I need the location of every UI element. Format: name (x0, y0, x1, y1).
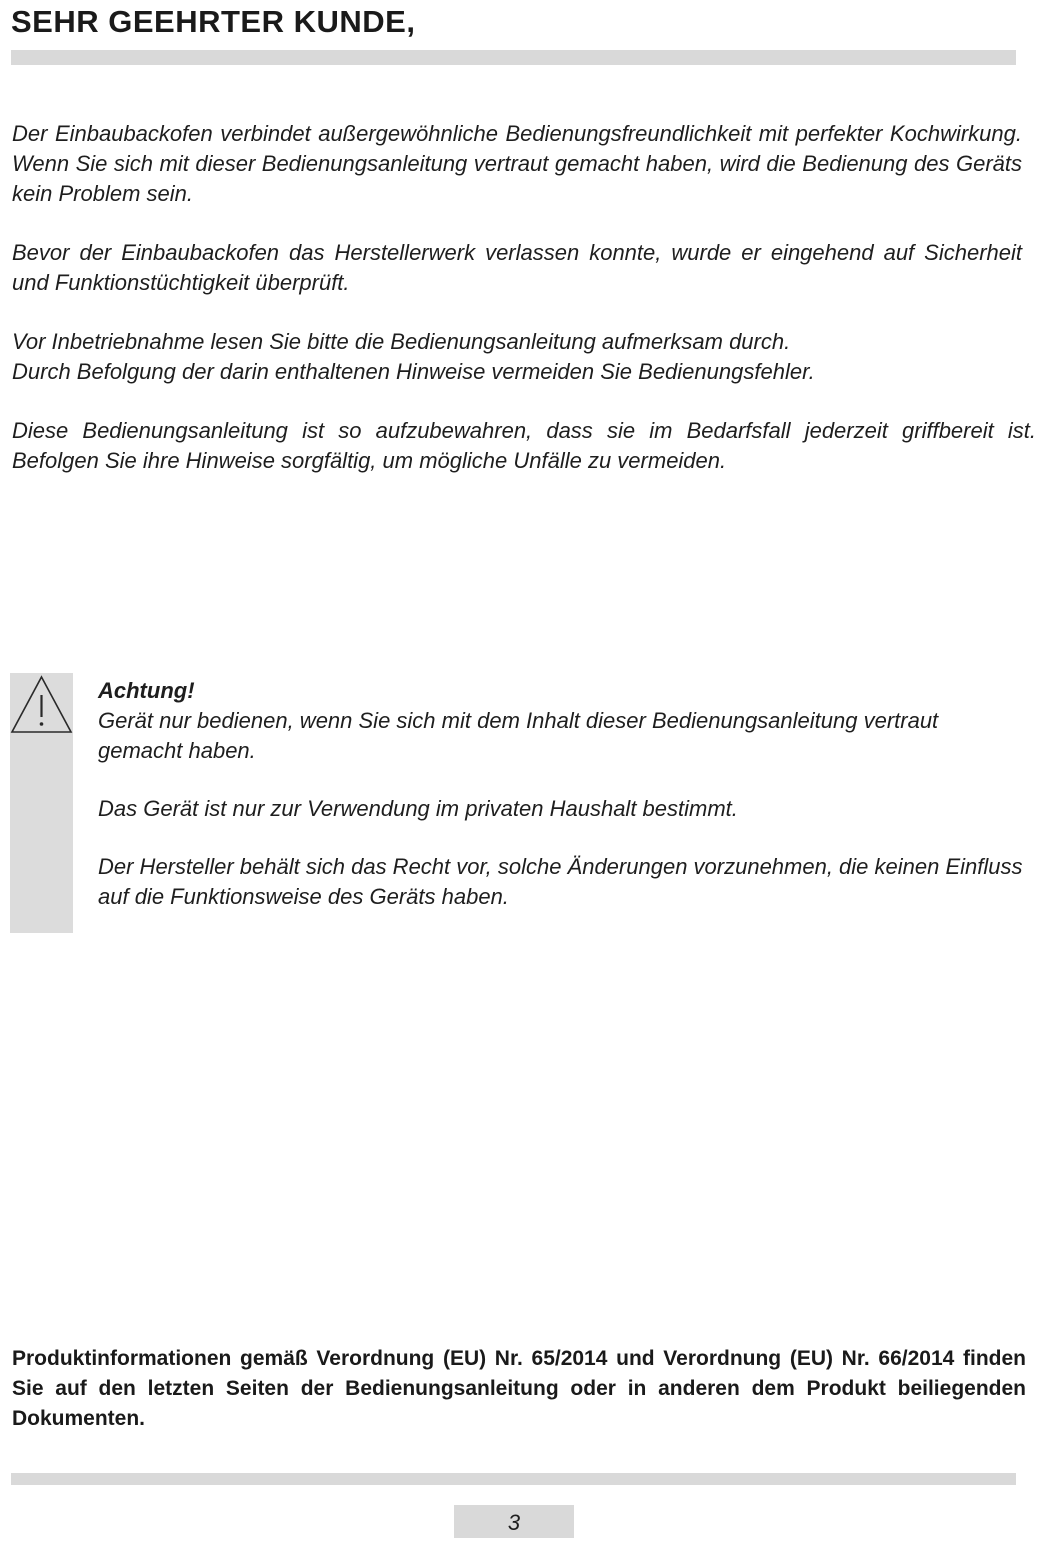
footer-divider (11, 1473, 1016, 1485)
warning-paragraph-3: Der Hersteller behält sich das Recht vor, solche Änderungen vorzunehmen, die keinen Einfluss auf die Funktionsweise des Geräts haben. (98, 854, 1023, 909)
warning-triangle-icon (10, 673, 73, 737)
warning-section (98, 676, 1023, 940)
warning-sidebar (10, 673, 73, 933)
warning-paragraph-1: Gerät nur bedienen, wenn Sie sich mit dem Inhalt dieser Bedienungsanleitung vertraut gemacht haben. (98, 708, 939, 763)
intro-paragraph-4: Diese Bedienungsanleitung ist so aufzubewahren, dass sie im Bedarfsfall jederzeit griffbereit ist. Befolgen Sie ihre Hinweise sorgfältig, um mögliche Unfälle zu vermeiden. (12, 418, 1036, 473)
product-info-notice: Produktinformationen gemäß Verordnung (EU) Nr. 65/2014 und Verordnung (EU) Nr. 66/2014 finden Sie auf den letzten Seiten der Bedienungsanleitung oder in anderen dem Produkt beiliegenden Dokumenten. (12, 1347, 1026, 1430)
header-divider (11, 50, 1016, 65)
intro-paragraph-2: Bevor der Einbaubackofen das Herstellerwerk verlassen konnte, wurde er eingehend auf Sicherheit und Funktionstüchtigkeit überprüft. (12, 240, 1022, 295)
page-number: 3 (454, 1505, 574, 1538)
page-title: SEHR GEEHRTER KUNDE, (11, 4, 416, 39)
warning-paragraph-2: Das Gerät ist nur zur Verwendung im privaten Haushalt bestimmt. (98, 796, 738, 821)
intro-paragraph-1: Der Einbaubackofen verbindet außergewöhnliche Bedienungsfreundlichkeit mit perfekter Kochwirkung. Wenn Sie sich mit dieser Bedienungsanleitung vertraut gemacht haben, wird die Bedienung des Geräts kein Problem sein. (12, 121, 1022, 206)
warning-heading: Achtung! (98, 678, 195, 703)
intro-paragraph-3: Vor Inbetriebnahme lesen Sie bitte die Bedienungsanleitung aufmerksam durch. Durch Befolgung der darin enthaltenen Hinweise vermeiden Sie Bedienungsfehler. (12, 329, 815, 384)
intro-section (12, 119, 1036, 505)
